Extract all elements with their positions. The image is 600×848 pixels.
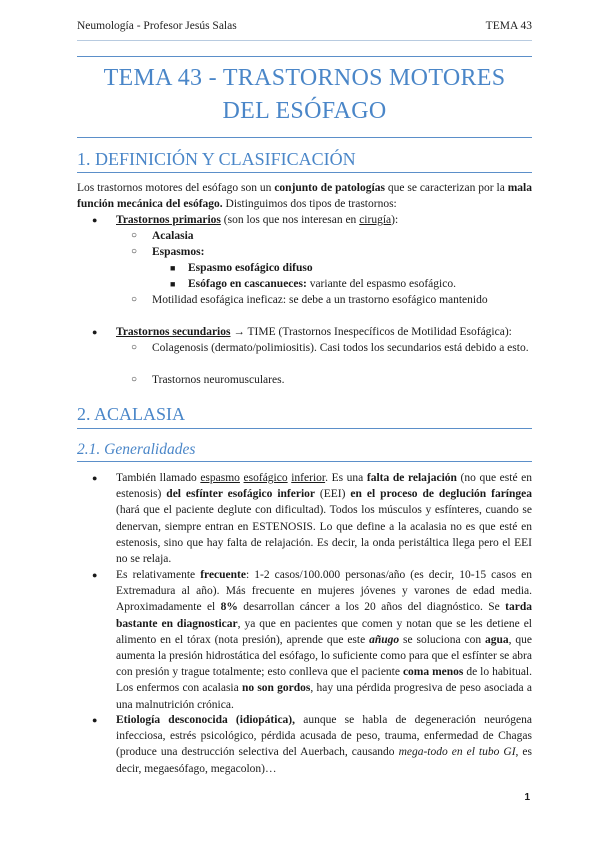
bullet-dot: ● xyxy=(92,570,98,580)
header-divider xyxy=(77,40,532,41)
list-item-motilidad: Motilidad esofágica ineficaz: se debe a un trastorno esofágico mantenido xyxy=(152,294,488,306)
title-line-2: DEL ESÓFAGO xyxy=(222,98,387,124)
page-title xyxy=(77,62,532,128)
list-item-espasmo-difuso: Espasmo esofágico difuso xyxy=(188,262,313,274)
header-topic: TEMA 43 xyxy=(485,20,532,32)
title-rule-top xyxy=(77,56,532,57)
header-course: Neumología - Profesor Jesús Salas xyxy=(77,20,237,32)
section-1-intro: Los trastornos motores del esófago son un conjunto de patologías que se caracterizan por la mala función mecánica del esófago. Distinguimos dos tipos de trastornos: xyxy=(77,182,532,211)
bullet-circle: ○ xyxy=(131,246,138,257)
bullet-dot: ● xyxy=(92,715,98,725)
paragraph-definicion: También llamado espasmo esofágico inferior. Es una falta de relajación (no que esté en estenosis) del esfínter esofágico inferior (EEI) en el proceso de deglución faríngea (hará que el paciente deglute con dificultad). Todos los músculos y esfínteres, cuando se denervan, siempre entran en ESTENOSIS. Lo que define a la acalasia no es que esté en estenosis, sino que hay falta de relajación. Es decir, la onda peristáltica llega pero el EEI no se relaja. xyxy=(116,472,533,566)
list-item-acalasia: Acalasia xyxy=(152,230,194,242)
section-1-rule xyxy=(77,172,532,173)
bullet-circle: ○ xyxy=(131,294,138,305)
section-2-heading: 2. ACALASIA xyxy=(77,404,186,424)
list-item-espasmos: Espasmos: xyxy=(152,246,205,258)
page-number: 1 xyxy=(524,792,530,803)
list-item-colagenosis: Colagenosis (dermato/polimiositis). Casi todos los secundarios está debido a esto. xyxy=(152,342,529,354)
paragraph-frecuencia: Es relativamente frecuente: 1-2 casos/100.000 personas/año (es decir, 10-15 casos en Extremadura al año). Más frecuente en mujeres jóvenes y varones de edad media. Aproximadamente el 8% desarrollan cáncer a los 20 años del diagnóstico. Se tarda bastante en diagnosticar, ya que en pacientes que comen y notan que se les detiene el alimento en el tórax (nota presión), aprende que este añugo se soluciona con agua, que aumenta la presión hidrostática del esófago, lo suficiente como para que el esfínter se abra con presión y trague totalmente; esto conlleva que el paciente coma menos de lo habitual. Los enfermos con acalasia no son gordos, hay una pérdida progresiva de peso asociada a una malnutrición crónica. xyxy=(116,569,533,711)
list-item-cascanueces: Esófago en cascanueces: variante del espasmo esofágico. xyxy=(188,278,456,290)
bullet-dot: ● xyxy=(92,215,98,225)
section-1-heading: 1. DEFINICIÓN Y CLASIFICACIÓN xyxy=(77,149,356,169)
list-item-primarios: Trastornos primarios (son los que nos interesan en cirugía): xyxy=(116,214,399,226)
bullet-dot: ● xyxy=(92,327,98,337)
bullet-square: ■ xyxy=(170,279,176,289)
bullet-square: ■ xyxy=(170,263,176,273)
list-item-neuromusculares: Trastornos neuromusculares. xyxy=(152,374,285,386)
title-rule-bottom xyxy=(77,137,532,138)
bullet-circle: ○ xyxy=(131,342,138,353)
paragraph-etiologia: Etiología desconocida (idiopática), aunque se habla de degeneración neurógena infecciosa, estrés psicológico, pérdida acusada de peso, trauma, enfermedad de Chagas (produce una destrucción selectiva del Auerbach, causando mega-todo en el tubo GI, es decir, megaesófago, megacolon)… xyxy=(116,714,532,775)
bullet-dot: ● xyxy=(92,473,98,483)
title-line-1: TEMA 43 - TRASTORNOS MOTORES xyxy=(103,65,506,91)
section-2-1-rule xyxy=(77,461,532,462)
section-2-rule xyxy=(77,428,532,429)
running-header xyxy=(77,20,532,36)
bullet-circle: ○ xyxy=(131,374,138,385)
section-2-1-heading: 2.1. Generalidades xyxy=(77,441,196,458)
list-item-secundarios: Trastornos secundarios → TIME (Trastornos Inespecíficos de Motilidad Esofágica): xyxy=(116,326,512,338)
bullet-circle: ○ xyxy=(131,230,138,241)
